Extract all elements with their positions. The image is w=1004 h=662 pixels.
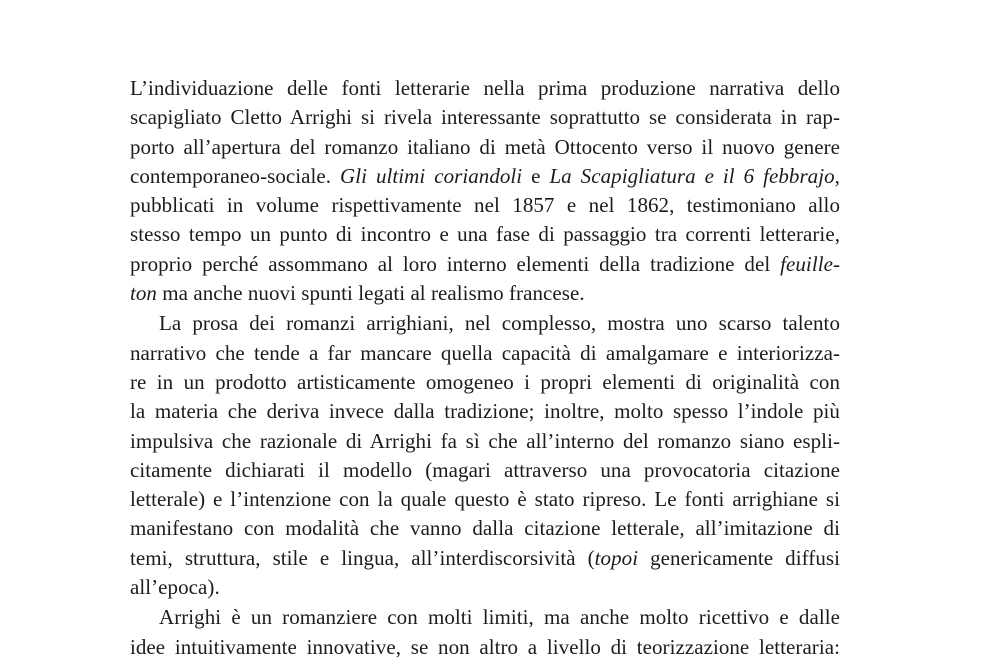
text-line [130,220,840,249]
italic-text: feuille- [780,251,840,276]
italic-text: topoi [594,545,639,570]
text-line [130,603,840,632]
text-line [130,74,840,103]
text-run: la materia che deriva invece dalla tradizione; inoltre, molto spesso l’indole più [130,399,840,424]
text-run: re in un prodotto artisticamente omogeneo i propri elementi di originalità con [130,369,840,394]
text-run: , [834,163,840,188]
text-line [130,103,840,132]
text-run: porto all’apertura del romanzo italiano di metà Ottocento verso il nuovo genere [130,134,840,159]
text-line [130,250,840,279]
text-run: temi, struttura, stile e lingua, all’interdiscorsività ( [130,545,595,570]
text-run: idee intuitivamente innovative, se non altro a livello di teorizzazione letteraria: [130,634,840,659]
text-line [130,633,840,662]
text-line [130,573,840,602]
text-run: impulsiva che razionale di Arrighi fa sì che all’interno del romanzo siano espli- [130,428,840,453]
text-line [130,456,840,485]
text-line [130,397,840,426]
text-run: proprio perché assommano al loro interno elementi della tradizione del [130,251,781,276]
italic-text: ton [130,281,157,306]
text-run: all’epoca). [130,575,220,600]
text-line [130,427,840,456]
text-line [130,133,840,162]
text-run: citamente dichiarati il modello (magari attraverso una provocatoria citazione [130,457,840,482]
text-line [130,191,840,220]
text-line [130,514,840,543]
text-line [130,544,840,573]
text-run: narrativo che tende a far mancare quella capacità di amalgamare e interiorizza- [130,340,840,365]
text-line [130,485,840,514]
italic-text: La Scapigliatura e il 6 febbrajo [549,163,835,188]
text-line [130,162,840,191]
text-run: La prosa dei romanzi arrighiani, nel complesso, mostra uno scarso talento [159,311,840,336]
text-run: manifestano con modalità che vanno dalla citazione letterale, all’imitazione di [130,516,840,541]
text-line [130,279,840,308]
text-line [130,309,840,338]
text-run: Arrighi è un romanziere con molti limiti, ma anche molto ricettivo e dalle [159,605,840,630]
italic-text: Gli ultimi coriandoli [340,163,523,188]
text-run: contemporaneo-sociale. [130,163,341,188]
text-run: genericamente diffusi [638,545,840,570]
text-run: ma anche nuovi spunti legati al realismo francese. [157,281,585,306]
body-text [130,74,840,662]
text-run: e [522,163,550,188]
text-run: letterale) e l’intenzione con la quale questo è stato ripreso. Le fonti arrighiane si [130,487,840,512]
text-run: scapigliato Cletto Arrighi si rivela interessante soprattutto se considerata in rap- [130,105,840,130]
text-run: pubblicati in volume rispettivamente nel 1857 e nel 1862, testimoniano allo [130,193,840,218]
text-line [130,339,840,368]
text-run: stesso tempo un punto di incontro e una fase di passaggio tra correnti letterarie, [130,222,840,247]
text-line [130,368,840,397]
text-run: L’individuazione delle fonti letterarie nella prima produzione narrativa dello [130,76,840,100]
